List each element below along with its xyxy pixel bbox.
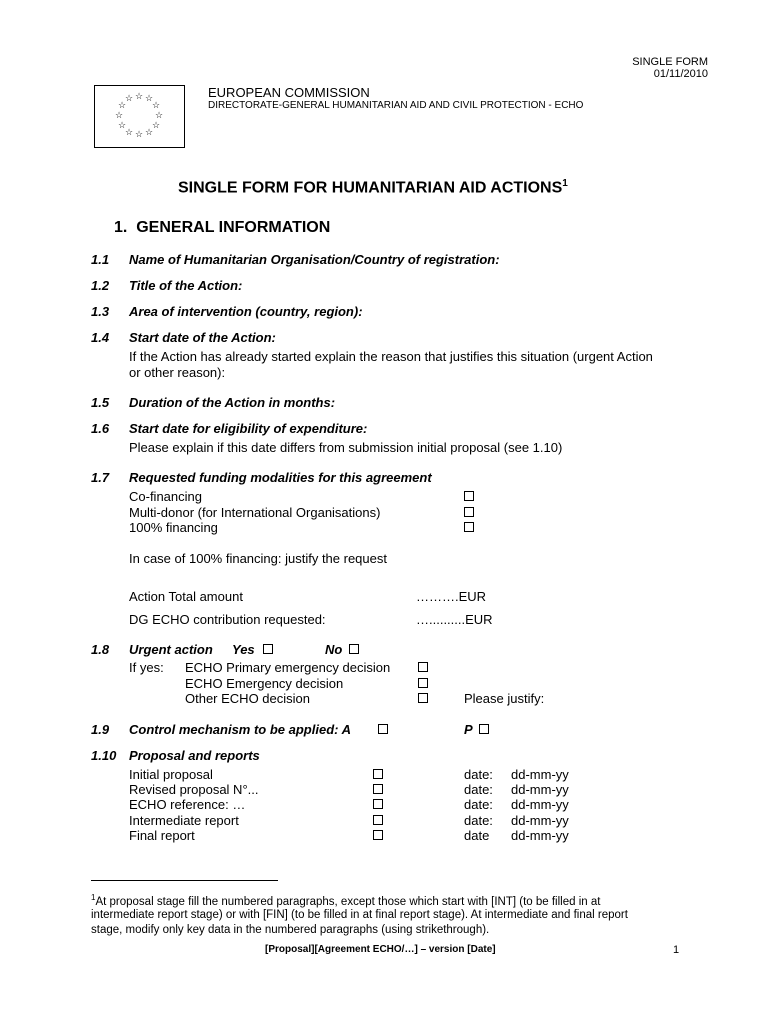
report-date-label: date:	[464, 813, 493, 828]
item-label: Duration of the Action in months:	[129, 395, 336, 410]
checkbox-100-financing[interactable]	[464, 522, 474, 532]
decision-emergency: ECHO Emergency decision	[185, 676, 344, 691]
item-number: 1.3	[91, 304, 110, 319]
urgent-yes-label: Yes	[232, 642, 255, 657]
funding-option-100: 100% financing	[129, 520, 218, 535]
report-date-value[interactable]: dd-mm-yy	[511, 797, 569, 812]
item-note: or other reason):	[129, 365, 226, 380]
footnote-divider	[91, 880, 278, 881]
report-date-label: date	[464, 828, 490, 843]
item-label: Proposal and reports	[129, 748, 260, 763]
please-justify: Please justify:	[464, 691, 545, 706]
item-label: Start date of the Action:	[129, 330, 276, 345]
decision-other: Other ECHO decision	[185, 691, 310, 706]
item-label: Area of intervention (country, region):	[129, 304, 363, 319]
item-label: Urgent action	[129, 642, 213, 657]
contribution-value[interactable]: …..........EUR	[416, 612, 493, 627]
checkbox-decision-emergency[interactable]	[418, 678, 428, 688]
if-yes-label: If yes:	[129, 660, 164, 675]
item-number: 1.1	[91, 252, 110, 267]
item-number: 1.5	[91, 395, 110, 410]
dg-name: DIRECTORATE-GENERAL HUMANITARIAN AID AND CIVIL PROTECTION - ECHO	[208, 100, 584, 111]
footnote-line: stage, modify only key data in the numbered paragraphs (using strikethrough).	[91, 924, 490, 936]
checkbox-report[interactable]	[373, 815, 383, 825]
report-row-name: Intermediate report	[129, 813, 239, 828]
item-number: 1.9	[91, 722, 110, 737]
item-number: 1.8	[91, 642, 110, 657]
star-icon: ☆	[155, 110, 164, 120]
star-icon: ☆	[118, 120, 127, 130]
decision-primary: ECHO Primary emergency decision	[185, 660, 391, 675]
report-row-name: Final report	[129, 828, 195, 843]
report-date-value[interactable]: dd-mm-yy	[511, 767, 569, 782]
total-amount-value[interactable]: ……….EUR	[416, 589, 487, 604]
form-date: 01/11/2010	[653, 68, 708, 80]
item-label: Title of the Action:	[129, 278, 243, 293]
star-icon: ☆	[118, 100, 127, 110]
urgent-no-label: No	[325, 642, 343, 657]
contribution-label: DG ECHO contribution requested:	[129, 612, 326, 627]
star-icon: ☆	[145, 127, 154, 137]
checkbox-control-p[interactable]	[479, 724, 489, 734]
report-date-value[interactable]: dd-mm-yy	[511, 828, 569, 843]
report-row-name: ECHO reference: …	[129, 797, 246, 812]
star-icon: ☆	[152, 100, 161, 110]
form-label: SINGLE FORM	[632, 56, 708, 68]
report-date-label: date:	[464, 797, 493, 812]
checkbox-cofinancing[interactable]	[464, 491, 474, 501]
control-p-label: P	[464, 722, 473, 737]
funding-option-multidonor: Multi-donor (for International Organisations)	[129, 505, 381, 520]
footnote-line: $^1$At proposal stage fill the numbered paragraphs, except those which start with [INT] (to be filled in at	[91, 893, 601, 908]
page-title: SINGLE FORM FOR HUMANITARIAN AID ACTIONS$^1$	[178, 178, 568, 197]
eu-flag-logo	[94, 85, 185, 148]
checkbox-decision-other[interactable]	[418, 693, 428, 703]
star-icon: ☆	[135, 91, 144, 101]
star-icon: ☆	[135, 129, 144, 139]
org-name: EUROPEAN COMMISSION	[208, 85, 370, 100]
report-date-value[interactable]: dd-mm-yy	[511, 782, 569, 797]
report-date-label: date:	[464, 767, 493, 782]
star-icon: ☆	[115, 110, 124, 120]
item-number: 1.10	[91, 748, 117, 763]
item-label: Name of Humanitarian Organisation/Country of registration:	[129, 252, 500, 267]
checkbox-decision-primary[interactable]	[418, 662, 428, 672]
item-number: 1.6	[91, 421, 110, 436]
footer-version: [Proposal][Agreement ECHO/…] – version [Date]	[265, 944, 496, 955]
item-label: Control mechanism to be applied: A	[129, 722, 351, 737]
report-row-name: Revised proposal N°...	[129, 782, 259, 797]
report-date-label: date:	[464, 782, 493, 797]
checkbox-report[interactable]	[373, 830, 383, 840]
total-amount-label: Action Total amount	[129, 589, 243, 604]
star-icon: ☆	[152, 120, 161, 130]
report-date-value[interactable]: dd-mm-yy	[511, 813, 569, 828]
star-icon: ☆	[125, 127, 134, 137]
item-label: Requested funding modalities for this agreement	[129, 470, 432, 485]
item-number: 1.7	[91, 470, 110, 485]
star-icon: ☆	[145, 93, 154, 103]
checkbox-report[interactable]	[373, 799, 383, 809]
item-number: 1.4	[91, 330, 110, 345]
page-number: 1	[673, 944, 680, 956]
checkbox-urgent-no[interactable]	[349, 644, 359, 654]
section-heading: 1. GENERAL INFORMATION	[114, 219, 331, 236]
checkbox-report[interactable]	[373, 769, 383, 779]
item-note: If the Action has already started explain the reason that justifies this situation (urgent Action	[129, 349, 653, 364]
footnote-line: intermediate report stage) or with [FIN] (to be filled in at final report stage). At intermediate and final report	[91, 909, 628, 921]
item-label: Start date for eligibility of expenditure:	[129, 421, 368, 436]
funding-option-cofinancing: Co-financing	[129, 489, 202, 504]
item-note: Please explain if this date differs from submission initial proposal (see 1.10)	[129, 440, 563, 455]
checkbox-urgent-yes[interactable]	[263, 644, 273, 654]
star-icon: ☆	[125, 93, 134, 103]
checkbox-report[interactable]	[373, 784, 383, 794]
justify-note: In case of 100% financing: justify the request	[129, 551, 387, 566]
report-row-name: Initial proposal	[129, 767, 213, 782]
item-number: 1.2	[91, 278, 110, 293]
checkbox-multidonor[interactable]	[464, 507, 474, 517]
checkbox-control-a[interactable]	[378, 724, 388, 734]
